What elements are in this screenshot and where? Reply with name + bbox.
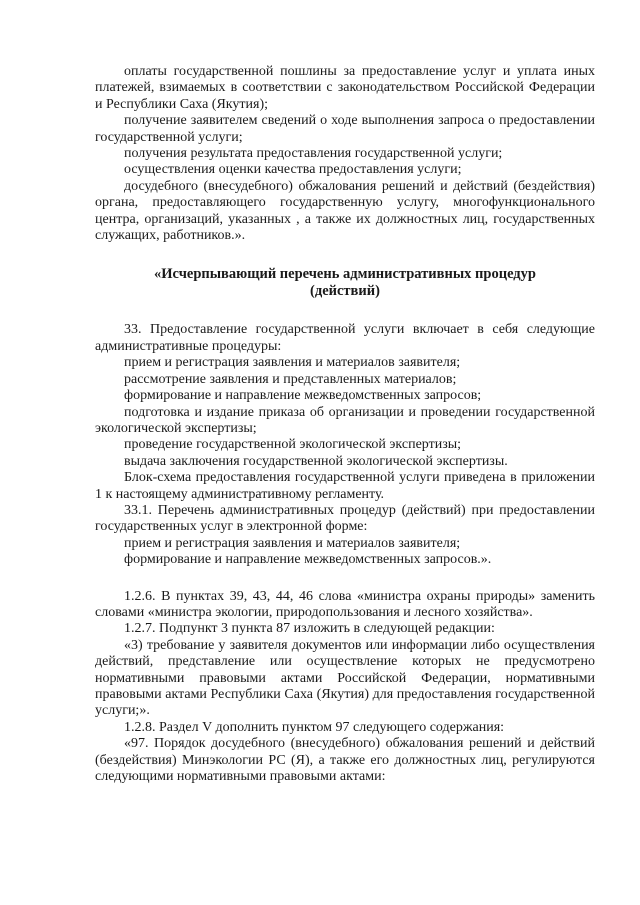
list-item: проведение государственной экологической экспертизы; — [124, 437, 462, 453]
paragraph: «97. Порядок досудебного (внесудебного) обжалования решений и действий (бездействия) Минэкологии РС (Я), а также его должностных лиц, регулируются следующими нормативными правовыми актами: — [95, 736, 595, 785]
paragraph: получение заявителем сведений о ходе выполнения запроса о предоставлении государственной услуги; — [95, 113, 595, 145]
paragraph: 1.2.7. Подпункт 3 пункта 87 изложить в следующей редакции: — [124, 621, 495, 637]
paragraph: получения результата предоставления государственной услуги; — [124, 146, 503, 162]
paragraph: 33. Предоставление государственной услуги включает в себя следующие административные процедуры: — [95, 322, 595, 354]
heading-line: (действий) — [310, 283, 380, 300]
paragraph: 1.2.6. В пунктах 39, 43, 44, 46 слова «министра охраны природы» заменить словами «министра экологии, природопользования и лесного хозяйства». — [95, 588, 595, 620]
heading-line: «Исчерпывающий перечень административных процедур — [154, 266, 536, 283]
paragraph: досудебного (внесудебного) обжалования решений и действий (бездействия) органа, предоставляющего государственную услугу, многофункционального центра, организаций, указанных , а также их должностных лиц, государственных служащих, работников.». — [95, 178, 595, 244]
list-item: прием и регистрация заявления и материалов заявителя; — [124, 355, 461, 371]
list-item: формирование и направление межведомственных запросов; — [124, 388, 482, 404]
list-item: рассмотрение заявления и представленных материалов; — [124, 371, 457, 387]
list-item: прием и регистрация заявления и материалов заявителя; — [124, 535, 461, 551]
paragraph: Блок-схема предоставления государственной услуги приведена в приложении 1 к настоящему административному регламенту. — [95, 470, 595, 502]
list-item: формирование и направление межведомственных запросов.». — [124, 552, 492, 568]
section-heading — [95, 266, 595, 300]
list-item: выдача заключения государственной экологической экспертизы. — [124, 453, 508, 469]
paragraph: 33.1. Перечень административных процедур (действий) при предоставлении государственных услуг в электронной форме: — [95, 502, 595, 535]
paragraph: «3) требование у заявителя документов или информации либо осуществления действий, представление или осуществление которых не предусмотрено нормативными правовыми актами Российской Федерации, нормативными правовыми актами Республики Саха (Якутия) для предоставления государственной услуги;». — [95, 637, 595, 719]
list-item: подготовка и издание приказа об организации и проведении государственной экологической экспертизы; — [95, 404, 595, 436]
paragraph: осуществления оценки качества предоставления услуги; — [124, 162, 462, 178]
paragraph: оплаты государственной пошлины за предоставление услуг и уплата иных платежей, взимаемых в соответствии с законодательством Российской Федерации и Республики Саха (Якутия); — [95, 64, 595, 112]
paragraph: 1.2.8. Раздел V дополнить пунктом 97 следующего содержания: — [124, 719, 505, 735]
